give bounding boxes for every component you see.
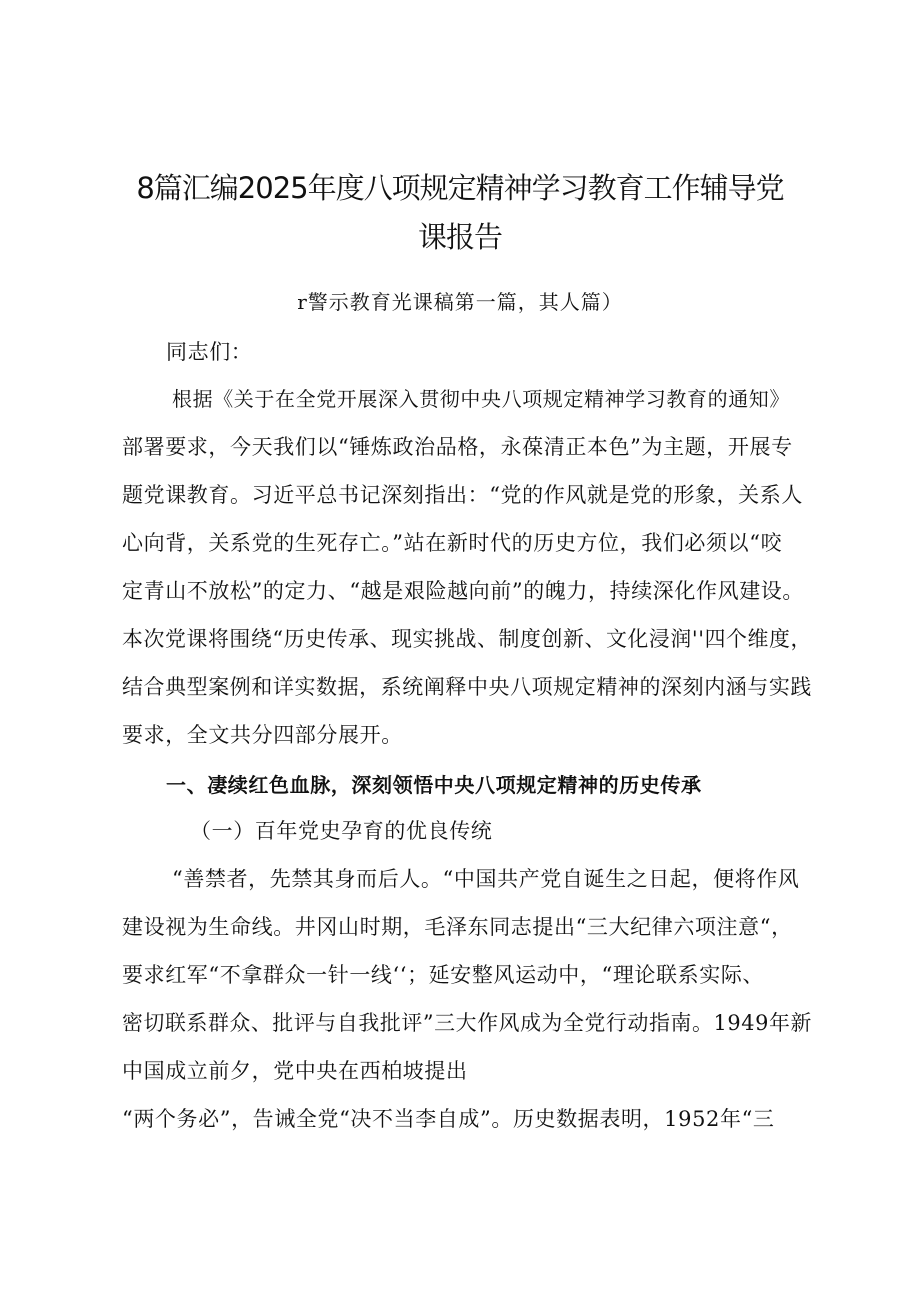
subsection-heading: （一）百年党史孕育的优良传统 (190, 819, 493, 843)
body-line: 要求红军“不拿群众一针一线‘‘；延安整风运动中，“理论联系实际、 (122, 963, 765, 987)
intro-line: 要求，全文共分四部分展开。 (122, 723, 403, 747)
intro-line: 结合典型案例和详实数据，系统阐释中央八项规定精神的深刻内涵与实践 (122, 675, 812, 699)
section-heading: 一、凄续红色血脉，深刻领悟中央八项规定精神的历史传承 (166, 773, 702, 797)
intro-line: 根据《关于在全党开展深入贯彻中央八项规定精神学习教育的通知》 (172, 387, 790, 411)
intro-line: 心向背，关系党的生死存亡。”站在新时代的历史方位，我们必须以“咬 (122, 531, 783, 555)
salutation: 同志们： (166, 340, 253, 364)
body-line: “善禁者，先禁其身而后人。“中国共产党自诞生之日起，便将作风 (172, 867, 800, 891)
body-line: “两个务必”，告诫全党“决不当李自成”。历史数据表明，1952年“三 (122, 1107, 775, 1131)
body-line: 中国成立前夕，党中央在西柏坡提出 (122, 1059, 468, 1083)
document-title-line-2: 课报告 (417, 220, 502, 254)
document-subtitle: r警示教育光课稿第一篇，其人篇） (297, 290, 623, 314)
body-line: 建设视为生命线。井冈山时期，毛泽东同志提出“三大纪律六项注意“， (122, 915, 793, 939)
body-line: 密切联系群众、批评与自我批评”三大作风成为全党行动指南。1949年新 (122, 1011, 812, 1035)
intro-line: 题党课教育。习近平总书记深刻指出：“党的作风就是党的形象，关系人 (122, 483, 803, 507)
document-title-line-1: 8篇汇编2025年度八项规定精神学习教育工作辅导党 (136, 171, 784, 205)
intro-line: 定青山不放松”的定力、“越是艰险越向前”的魄力，持续深化作风建设。 (122, 579, 805, 603)
intro-line: 本次党课将围绕“历史传承、现实挑战、制度创新、文化浸润''四个维度， (122, 627, 812, 651)
intro-line: 部署要求，今天我们以“锤炼政治品格，永葆清正本色”为主题，开展专 (122, 435, 793, 459)
